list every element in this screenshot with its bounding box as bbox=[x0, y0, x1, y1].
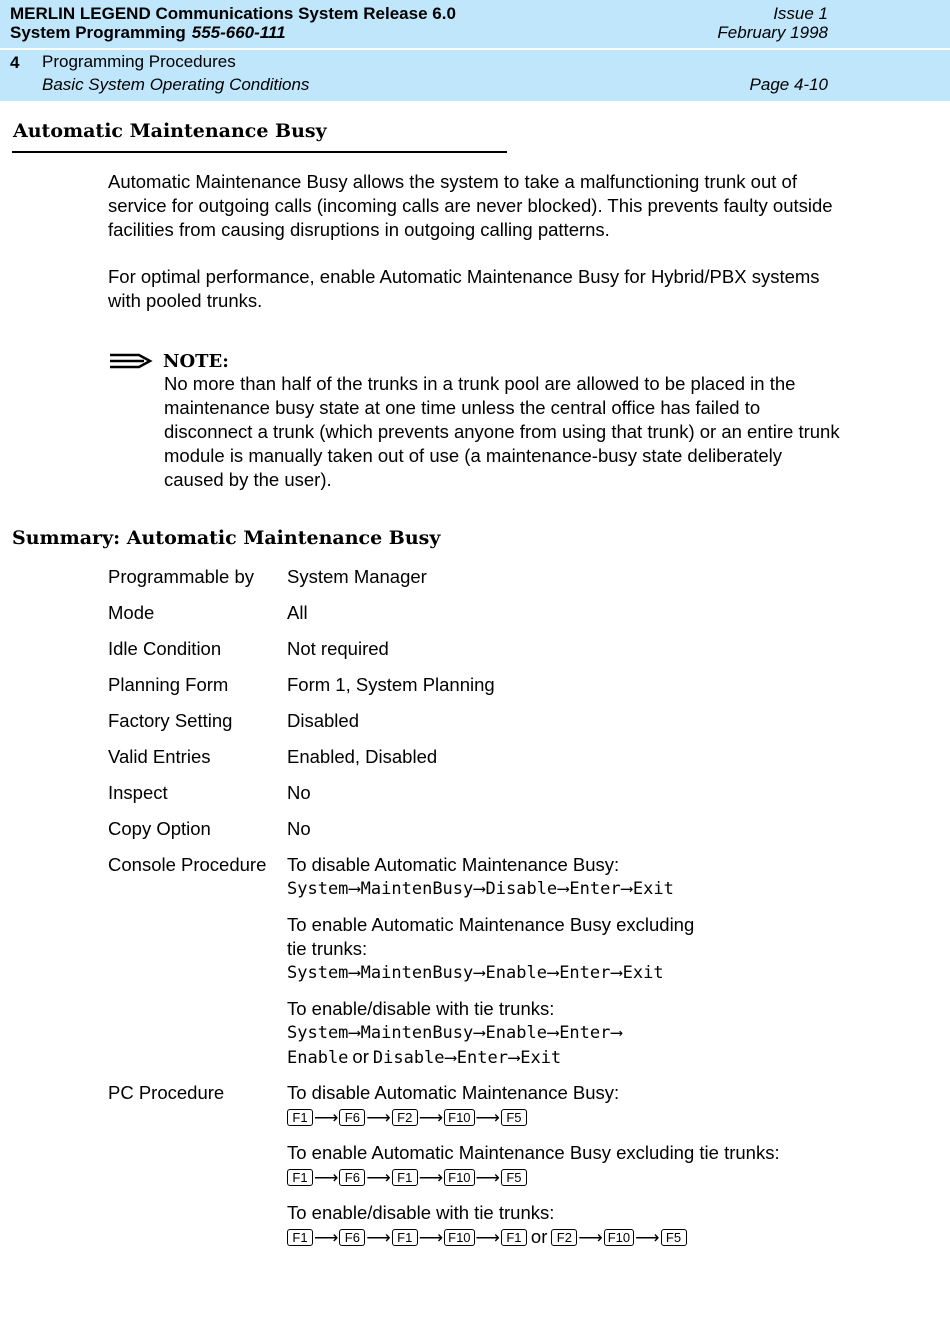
or-text: or bbox=[352, 1046, 369, 1067]
function-key: F6 bbox=[339, 1109, 365, 1126]
function-key: F10 bbox=[444, 1229, 474, 1246]
console-step: Disable bbox=[485, 879, 558, 899]
right-arrow-icon: ⟶ bbox=[349, 963, 360, 983]
right-arrow-icon: ⟶ bbox=[349, 879, 360, 899]
console-step: Enable bbox=[485, 963, 547, 983]
pc-tie-text: To enable/disable with tie trunks: bbox=[287, 1202, 555, 1223]
console-step: MaintenBusy bbox=[360, 879, 474, 899]
chapter-number: 4 bbox=[10, 53, 20, 72]
right-arrow-icon: ⟶ bbox=[445, 1048, 456, 1068]
function-key: F6 bbox=[339, 1169, 365, 1186]
header-book-title bbox=[10, 23, 286, 43]
console-step: Enable bbox=[485, 1023, 547, 1043]
note-text: No more than half of the trunks in a trunk pool are allowed to be placed in the maintenance busy state at one time unless the central office has failed to disconnect a trunk (which prevents anyone from using that trunk) or an entire trunk module is manually taken out of use (a maintenance-busy state deliberately caused by the user). bbox=[164, 373, 840, 490]
right-arrow-icon: ⟶ bbox=[621, 879, 632, 899]
function-key: F2 bbox=[551, 1229, 577, 1246]
console-step: System bbox=[287, 1023, 349, 1043]
function-key: F1 bbox=[287, 1169, 313, 1186]
console-step: Enter bbox=[456, 1048, 508, 1068]
function-key: F1 bbox=[392, 1169, 418, 1186]
summary-value-programmable-by: System Manager bbox=[287, 566, 427, 587]
header-doc-number: 555-660-111 bbox=[191, 23, 286, 42]
heading-rule bbox=[12, 151, 507, 153]
right-arrow-icon: ⟶ bbox=[475, 1168, 500, 1187]
summary-label-copy-option: Copy Option bbox=[108, 818, 211, 839]
function-key: F2 bbox=[392, 1109, 418, 1126]
console-step: Enable bbox=[287, 1048, 349, 1068]
header-date: February 1998 bbox=[717, 23, 828, 42]
page-heading: Automatic Maintenance Busy bbox=[13, 120, 327, 142]
right-arrow-icon: ⟶ bbox=[418, 1228, 444, 1247]
console-step: Enter bbox=[569, 879, 621, 899]
console-tie-sequence-line2 bbox=[287, 1045, 561, 1070]
right-arrow-icon: ⟶ bbox=[366, 1168, 391, 1187]
pc-tie-keys bbox=[287, 1225, 687, 1250]
right-arrow-icon: ⟶ bbox=[611, 963, 622, 983]
summary-value-idle-condition: Not required bbox=[287, 638, 389, 659]
console-step: Exit bbox=[622, 963, 664, 983]
right-arrow-icon: ⟶ bbox=[366, 1228, 391, 1247]
summary-value-valid-entries: Enabled, Disabled bbox=[287, 746, 438, 767]
summary-value-copy-option: No bbox=[287, 818, 311, 839]
right-arrow-icon: ⟶ bbox=[314, 1168, 339, 1187]
right-arrow-icon: ⟶ bbox=[349, 1023, 360, 1043]
console-step: System bbox=[287, 963, 349, 983]
console-enable-text-line2: tie trunks: bbox=[287, 938, 368, 959]
summary-label-planning-form: Planning Form bbox=[108, 674, 229, 695]
console-step: MaintenBusy bbox=[360, 1023, 474, 1043]
pc-enable-text: To enable Automatic Maintenance Busy excluding tie trunks: bbox=[287, 1142, 780, 1163]
pc-enable-keys bbox=[287, 1165, 527, 1190]
function-key: F1 bbox=[287, 1109, 313, 1126]
console-enable-text-line1: To enable Automatic Maintenance Busy excluding bbox=[287, 914, 695, 935]
console-tie-sequence-line1 bbox=[287, 1021, 623, 1045]
function-key: F10 bbox=[444, 1109, 474, 1126]
right-arrow-icon: ⟶ bbox=[611, 1023, 622, 1043]
right-arrow-icon: ⟶ bbox=[474, 879, 485, 899]
right-arrow-icon: ⟶ bbox=[547, 963, 559, 983]
function-key: F1 bbox=[501, 1229, 527, 1246]
right-arrow-icon: ⟶ bbox=[366, 1108, 391, 1127]
right-arrow-icon: ⟶ bbox=[314, 1108, 339, 1127]
right-arrow-icon: ⟶ bbox=[578, 1228, 603, 1247]
right-arrow-icon: ⟶ bbox=[635, 1228, 660, 1247]
function-key: F10 bbox=[604, 1229, 634, 1246]
function-key: F5 bbox=[501, 1109, 527, 1126]
pc-disable-keys bbox=[287, 1105, 527, 1130]
section-title: Basic System Operating Conditions bbox=[42, 75, 310, 94]
intro-paragraph: Automatic Maintenance Busy allows the system to take a malfunctioning trunk out of service for outgoing calls (incoming calls are never blocked). This prevents faulty outside facilities from causing disruptions in outgoing calling patterns. bbox=[108, 171, 833, 240]
pc-procedure-label: PC Procedure bbox=[108, 1082, 225, 1103]
right-arrow-icon: ⟶ bbox=[475, 1228, 500, 1247]
summary-value-mode: All bbox=[287, 602, 308, 623]
summary-label-valid-entries: Valid Entries bbox=[108, 746, 211, 767]
header-product-title: MERLIN LEGEND Communications System Release 6.0 bbox=[10, 4, 456, 23]
console-enable-sequence bbox=[287, 961, 664, 985]
note-label: NOTE: bbox=[163, 351, 229, 372]
summary-heading: Summary: Automatic Maintenance Busy bbox=[12, 527, 441, 549]
page-number: Page 4-10 bbox=[749, 75, 828, 94]
console-disable-sequence bbox=[287, 877, 674, 901]
summary-value-factory-setting: Disabled bbox=[287, 710, 359, 731]
function-key: F6 bbox=[339, 1229, 365, 1246]
summary-label-idle-condition: Idle Condition bbox=[108, 638, 222, 659]
chapter-title: Programming Procedures bbox=[42, 52, 236, 71]
console-step: Exit bbox=[520, 1048, 562, 1068]
right-arrow-icon: ⟶ bbox=[314, 1228, 339, 1247]
right-arrow-icon: ⟶ bbox=[475, 1108, 500, 1127]
console-step: Exit bbox=[632, 879, 674, 899]
summary-label-inspect: Inspect bbox=[108, 782, 168, 803]
right-arrow-icon: ⟶ bbox=[508, 1048, 520, 1068]
function-key: F1 bbox=[392, 1229, 418, 1246]
right-arrow-icon: ⟶ bbox=[418, 1168, 444, 1187]
function-key: F5 bbox=[661, 1229, 687, 1246]
right-arrow-icon: ⟶ bbox=[547, 1023, 559, 1043]
summary-label-mode: Mode bbox=[108, 602, 155, 623]
pc-disable-text: To disable Automatic Maintenance Busy: bbox=[287, 1082, 620, 1103]
recommendation-paragraph: For optimal performance, enable Automatic Maintenance Busy for Hybrid/PBX systems with pooled trunks. bbox=[108, 266, 820, 311]
note-arrow-icon bbox=[109, 349, 153, 373]
right-arrow-icon: ⟶ bbox=[418, 1108, 444, 1127]
right-arrow-icon: ⟶ bbox=[474, 963, 485, 983]
header-divider bbox=[0, 48, 950, 50]
summary-value-planning-form: Form 1, System Planning bbox=[287, 674, 495, 695]
right-arrow-icon: ⟶ bbox=[474, 1023, 485, 1043]
console-step: System bbox=[287, 879, 349, 899]
summary-label-programmable-by: Programmable by bbox=[108, 566, 255, 587]
console-disable-text: To disable Automatic Maintenance Busy: bbox=[287, 854, 620, 875]
console-procedure-label: Console Procedure bbox=[108, 854, 267, 875]
console-tie-text: To enable/disable with tie trunks: bbox=[287, 998, 555, 1019]
console-step: MaintenBusy bbox=[360, 963, 474, 983]
console-step: Enter bbox=[559, 1023, 611, 1043]
function-key: F5 bbox=[501, 1169, 527, 1186]
console-step: Disable bbox=[372, 1048, 445, 1068]
function-key: F1 bbox=[287, 1229, 313, 1246]
summary-label-factory-setting: Factory Setting bbox=[108, 710, 233, 731]
or-text: or bbox=[530, 1226, 548, 1247]
console-step: Enter bbox=[559, 963, 611, 983]
header-issue: Issue 1 bbox=[773, 4, 828, 23]
page-header bbox=[0, 0, 950, 101]
header-book-name: System Programming bbox=[10, 23, 186, 42]
summary-value-inspect: No bbox=[287, 782, 311, 803]
function-key: F10 bbox=[444, 1169, 474, 1186]
right-arrow-icon: ⟶ bbox=[558, 879, 569, 899]
